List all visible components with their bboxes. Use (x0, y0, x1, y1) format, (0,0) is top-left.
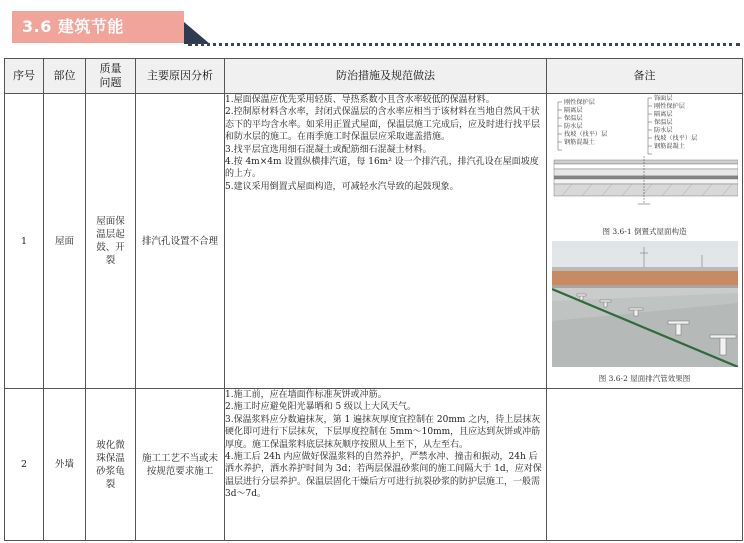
row-cause: 施工工艺不当或未按规范要求施工 (136, 389, 225, 541)
measure-item: 2.控制原材料含水率，封闭式保温层的含水率应相当于该材料在当地自然风干状态下的平均含水率。如采用正置式屋面，保温层施工完成后，应及时进行找平层和防水层的施工。在雨季施工时保温层应采取遮盖措施。 (225, 107, 541, 143)
row-measures (225, 94, 547, 389)
header-dotted-rule (188, 43, 740, 46)
diagram-caption: 图 3.6-1 倒置式屋面构造 (602, 227, 687, 236)
row-issue: 屋面保温层起鼓、开裂 (86, 94, 136, 389)
row-no: 2 (5, 389, 44, 541)
measure-item: 3.找平层宜选用细石混凝土或配筋细石混凝土材料。 (225, 144, 432, 155)
header-part: 部位 (44, 59, 86, 94)
header-no: 序号 (5, 59, 44, 94)
row-remark (547, 94, 743, 389)
row-no: 1 (5, 94, 44, 389)
roof-vent-photo (552, 241, 738, 367)
header-triangle-decoration (184, 22, 210, 44)
row-cause: 排汽孔设置不合理 (136, 94, 225, 389)
left-layer-label: 找坡（找平）层 (563, 131, 607, 138)
section-title: 3.6 建筑节能 (22, 17, 124, 36)
measure-item: 4.按 4m×4m 设置纵横排汽道，每 16m² 设一个排汽孔，排汽孔设在屋面坡度的上方。 (225, 157, 539, 180)
right-layer-label: 刚性保护层 (653, 103, 685, 110)
row-remark (547, 389, 743, 541)
left-layer-label: 钢筋混凝土 (563, 139, 595, 146)
left-layer-label: 刚性保护层 (563, 99, 595, 106)
section-header (0, 0, 744, 52)
table-header-row (5, 59, 743, 94)
left-layer-label: 隔离层 (563, 107, 583, 114)
right-layer-label: 饰面层 (653, 95, 673, 102)
header-remark: 备注 (547, 59, 743, 94)
header-issue: 质量问题 (86, 59, 136, 94)
left-layer-label: 保温层 (563, 115, 583, 122)
table-row (5, 94, 743, 389)
row-part: 外墙 (44, 389, 86, 541)
measure-item: 1.屋面保温应优先采用轻质、导热系数小且含水率较低的保温材料。 (225, 95, 495, 105)
row-measures (225, 389, 547, 541)
right-layer-label: 保温层 (653, 119, 673, 126)
header-measures: 防治措施及规范做法 (225, 59, 547, 94)
right-layer-label: 防水层 (653, 127, 673, 134)
measure-item: 1.施工前，应在墙面作标准灰饼或冲筋。 (225, 390, 387, 400)
row-part: 屋面 (44, 94, 86, 389)
measure-item: 2.施工时应避免阳光暴晒和 5 级以上大风天气。 (225, 402, 417, 413)
header-cause: 主要原因分析 (136, 59, 225, 94)
right-layer-label: 钢筋混凝土 (653, 143, 685, 150)
row-issue: 玻化微珠保温砂浆龟裂 (86, 389, 136, 541)
left-layer-label: 防水层 (563, 123, 583, 130)
measure-item: 4.施工后 24h 内应做好保温浆料的自然养护，严禁水冲、撞击和振动，24h 后洒水养护，洒水养护时间为 3d；若两层保温砂浆间的施工间隔大于 1d，应对保温层进行分层养护。保温层固化干燥后方可进行抗裂砂浆的防护层施工，一般需 3d～7d。 (225, 452, 542, 500)
quality-issue-table (4, 58, 743, 541)
measure-item: 3.保温浆料应分数遍抹灰，第 1 遍抹灰厚度宜控制在 20mm 之内，待上层抹灰硬化即可进行下层抹灰，下层厚度控制在 5mm～10mm，且应达到灰饼或冲筋厚度。施工保温浆料底层抹灰顺序按照从上至下，从左至右。 (225, 414, 541, 450)
right-layer-label: 隔离层 (653, 111, 673, 118)
right-layer-label: 找坡（找平）层 (653, 135, 697, 142)
inverted-roof-diagram (552, 94, 738, 224)
measure-item: 5.建议采用倒置式屋面构造，可减轻水汽导致的起鼓现象。 (225, 181, 459, 192)
layer-section-drawing (554, 156, 738, 204)
table-row (5, 389, 743, 541)
photo-caption: 图 3.6-2 屋面排汽管效果图 (598, 374, 691, 383)
